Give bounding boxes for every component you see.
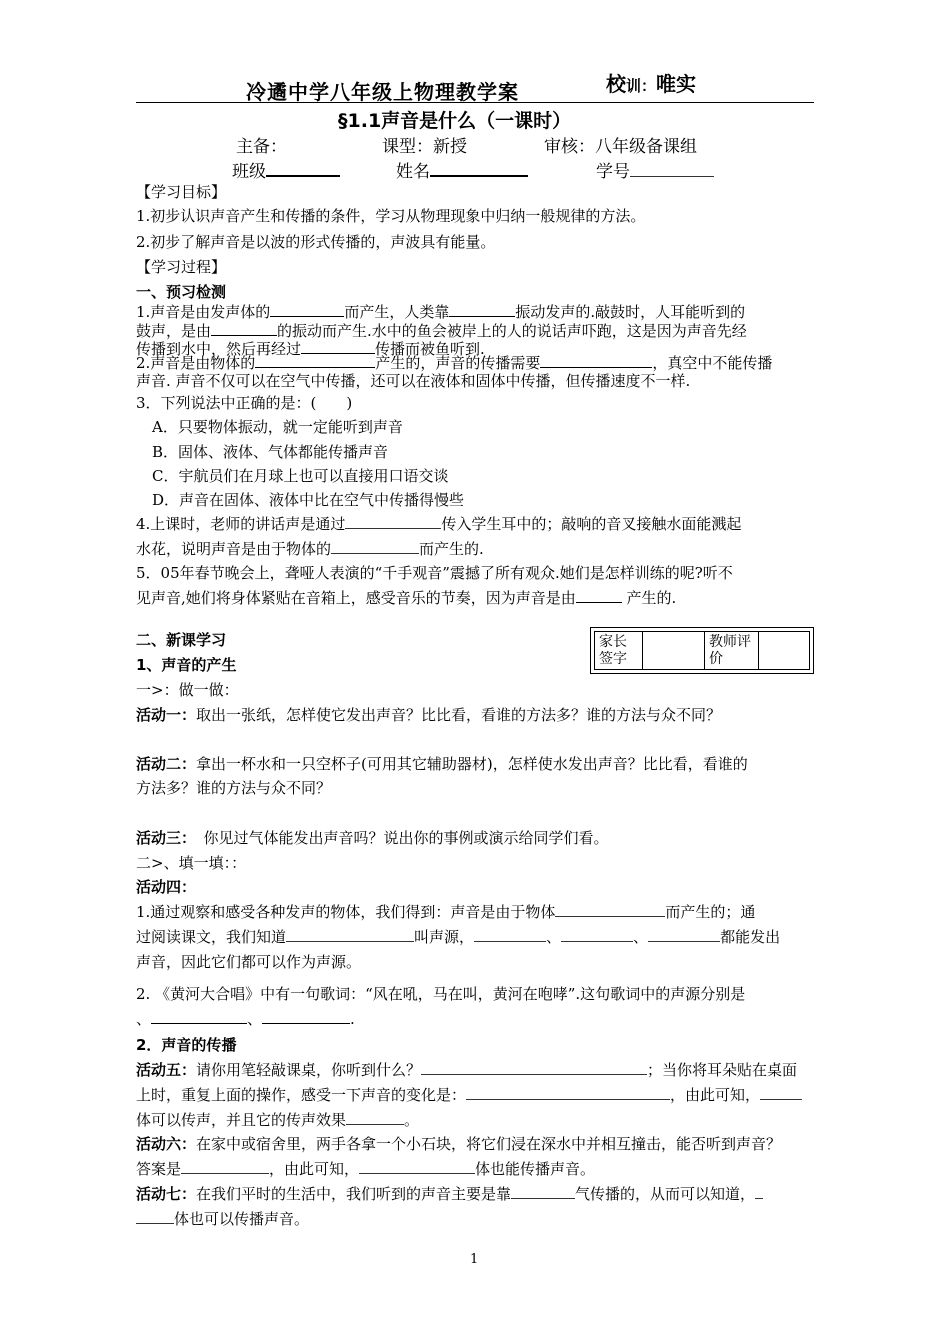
reviewer: 审核：八年级备课组	[544, 137, 697, 157]
q1-blank-3[interactable]	[211, 321, 277, 336]
activity-6-line-1: 活动六：在家中或宿舍里，两手各拿一个小石块，将它们浸在深水中并相互撞击，能否听到声音？	[136, 1135, 782, 1153]
class-field	[232, 157, 340, 182]
motto-value: 唯实	[656, 72, 697, 96]
q3-option-c: C．宇航员们在月球上也可以直接用口语交谈	[152, 467, 449, 485]
act4-blank-1[interactable]	[555, 902, 665, 917]
q2-blank-1[interactable]	[255, 353, 375, 368]
sound-propagation-heading: 2．声音的传播	[136, 1036, 237, 1054]
goals-heading: 【学习目标】	[136, 183, 227, 201]
number-label: 学号	[596, 162, 630, 182]
q5-line-1: 5．05年春节晚会上，聋哑人表演的“千手观音”震撼了所有观众.她们是怎样训练的呢?听不	[136, 564, 733, 582]
act6-blank-2[interactable]	[359, 1159, 475, 1174]
act7-blank-2[interactable]	[755, 1184, 763, 1199]
activity-5-line-1: 活动五：请你用笔轻敲课桌，你听到什么？ ；当你将耳朵贴在桌面	[136, 1061, 798, 1079]
process-heading: 【学习过程】	[136, 258, 227, 276]
activity-4-line-1: 1.通过观察和感受各种发声的物体，我们得到：声音是由于物体 而产生的；通	[136, 903, 756, 921]
act4-blank-5[interactable]	[648, 927, 720, 942]
school-motto	[606, 68, 696, 97]
preparer-label: 主备：	[236, 137, 287, 157]
goal-item-1: 1.初步认识声音产生和传播的条件，学习从物理现象中归纳一般规律的方法。	[136, 207, 646, 225]
header-rule	[136, 102, 814, 103]
q3-stem: 3．下列说法中正确的是：( )	[136, 394, 353, 412]
name-field	[396, 157, 528, 182]
q4-blank-1[interactable]	[345, 514, 441, 529]
new-lesson-heading: 二、新课学习	[136, 631, 227, 649]
class-blank[interactable]	[266, 161, 340, 177]
q1-line-3: 传播到水中，然后再经过 传播而被鱼听到.	[136, 340, 485, 358]
goal-item-2: 2.初步了解声音是以波的形式传播的，声波具有能量。	[136, 233, 496, 251]
act4-blank-7[interactable]	[262, 1009, 350, 1024]
act5-blank-2[interactable]	[466, 1085, 670, 1100]
activity-1: 活动一：取出一张纸，怎样使它发出声音？比比看，看谁的方法多？谁的方法与众不同？	[136, 706, 722, 724]
act4-blank-3[interactable]	[474, 927, 546, 942]
q3-option-b: B．固体、液体、气体都能传播声音	[152, 443, 389, 461]
activity-2-line-1: 活动二：拿出一杯水和一只空杯子(可用其它辅助器材)，怎样使水发出声音？比比看，看谁的	[136, 755, 748, 773]
q4-line-1: 4.上课时，老师的讲话声是通过 传入学生耳中的；敲响的音叉接触水面能溅起	[136, 515, 742, 533]
teacher-evaluation-label: 教师评价	[705, 632, 759, 669]
activity-4-line-2: 过阅读课文，我们知道 叫声源， 、 、 都能发出	[136, 928, 781, 946]
q2-line-1: 2.声音是由物体的 产生的，声音的传播需要 ，真空中不能传播	[136, 354, 773, 372]
q5-blank[interactable]	[576, 588, 622, 603]
number-field	[596, 157, 714, 182]
activity-2-line-2: 方法多？谁的方法与众不同？	[136, 779, 332, 797]
section-preview-heading: 一、预习检测	[136, 283, 227, 301]
act7-blank-3[interactable]	[136, 1209, 174, 1224]
act4-blank-4[interactable]	[561, 927, 633, 942]
act6-blank-1[interactable]	[181, 1159, 269, 1174]
activity-4-heading: 活动四：	[136, 878, 197, 896]
act5-blank-1[interactable]	[421, 1060, 647, 1075]
activity-3: 活动三： 你见过气体能发出声音吗？说出你的事例或演示给同学们看。	[136, 829, 609, 847]
q1-line-1: 1.声音是由发声体的 而产生，人类靠 振动发声的.敲鼓时，人耳能听到的	[136, 303, 746, 321]
page-number: 1	[470, 1252, 479, 1267]
act7-blank-1[interactable]	[511, 1184, 575, 1199]
q3-option-a: A．只要物体振动，就一定能听到声音	[152, 418, 403, 436]
sound-production-heading: 1、声音的产生	[136, 656, 237, 674]
q2-blank-2[interactable]	[540, 353, 652, 368]
activity-5-line-3: 体可以传声，并且它的传声效果 。	[136, 1111, 420, 1129]
number-blank[interactable]	[630, 162, 714, 177]
activity-4-q2-line-2: 、 、 .	[136, 1010, 355, 1028]
q3-option-d: D．声音在固体、液体中比在空气中传播得慢些	[152, 491, 465, 509]
activity-6-line-2: 答案是 ，由此可知， 体也能传播声音。	[136, 1160, 596, 1178]
act5-blank-4[interactable]	[346, 1110, 404, 1125]
lesson-type: 课型：新授	[382, 137, 467, 157]
lesson-title: §1.1声音是什么（一课时）	[338, 110, 572, 132]
name-label: 姓名	[396, 162, 430, 182]
activity-4-q2-line-1: 2. 《黄河大合唱》中有一句歌词：“风在吼，马在叫，黄河在咆哮”.这句歌词中的声源分别是	[136, 985, 746, 1003]
activity-5-line-2: 上时，重复上面的操作，感受一下声音的变化是： ，由此可知，	[136, 1084, 816, 1106]
document-title: 冷遹中学八年级上物理教学案	[246, 80, 519, 104]
act4-blank-6[interactable]	[151, 1009, 247, 1024]
fill-in-label: 二>、填一填：：	[136, 854, 247, 872]
q4-line-2: 水花，说明声音是由于物体的 而产生的.	[136, 540, 484, 558]
parent-signature-label: 家长签字	[595, 632, 643, 669]
motto-prefix: 校	[606, 72, 626, 96]
name-blank[interactable]	[430, 161, 528, 177]
motto-label: 训：	[626, 77, 657, 95]
q1-line-2: 鼓声，是由 的振动而产生.水中的鱼会被岸上的人的说话声吓跑，这是因为声音先经	[136, 322, 747, 340]
activity-4-line-3: 声音，因此它们都可以作为声源。	[136, 953, 362, 971]
q1-blank-2[interactable]	[449, 302, 515, 317]
act5-blank-3[interactable]	[760, 1085, 802, 1100]
q2-line-2: 声音. 声音不仅可以在空气中传播，还可以在液体和固体中传播，但传播速度不一样.	[136, 372, 691, 390]
q1-blank-1[interactable]	[270, 302, 344, 317]
do-it-label: 一>：做一做：	[136, 681, 239, 699]
q5-line-2: 见声音,她们将身体紧贴在音箱上，感受音乐的节奏，因为声音是由 产生的.	[136, 589, 677, 607]
class-label: 班级	[232, 162, 266, 182]
act4-blank-2[interactable]	[286, 927, 414, 942]
q4-blank-2[interactable]	[331, 539, 419, 554]
activity-7-line-2: 体也可以传播声音。	[136, 1208, 816, 1230]
activity-7-line-1: 活动七：在我们平时的生活中，我们听到的声音主要是靠 气传播的，从而可以知道，	[136, 1183, 816, 1205]
